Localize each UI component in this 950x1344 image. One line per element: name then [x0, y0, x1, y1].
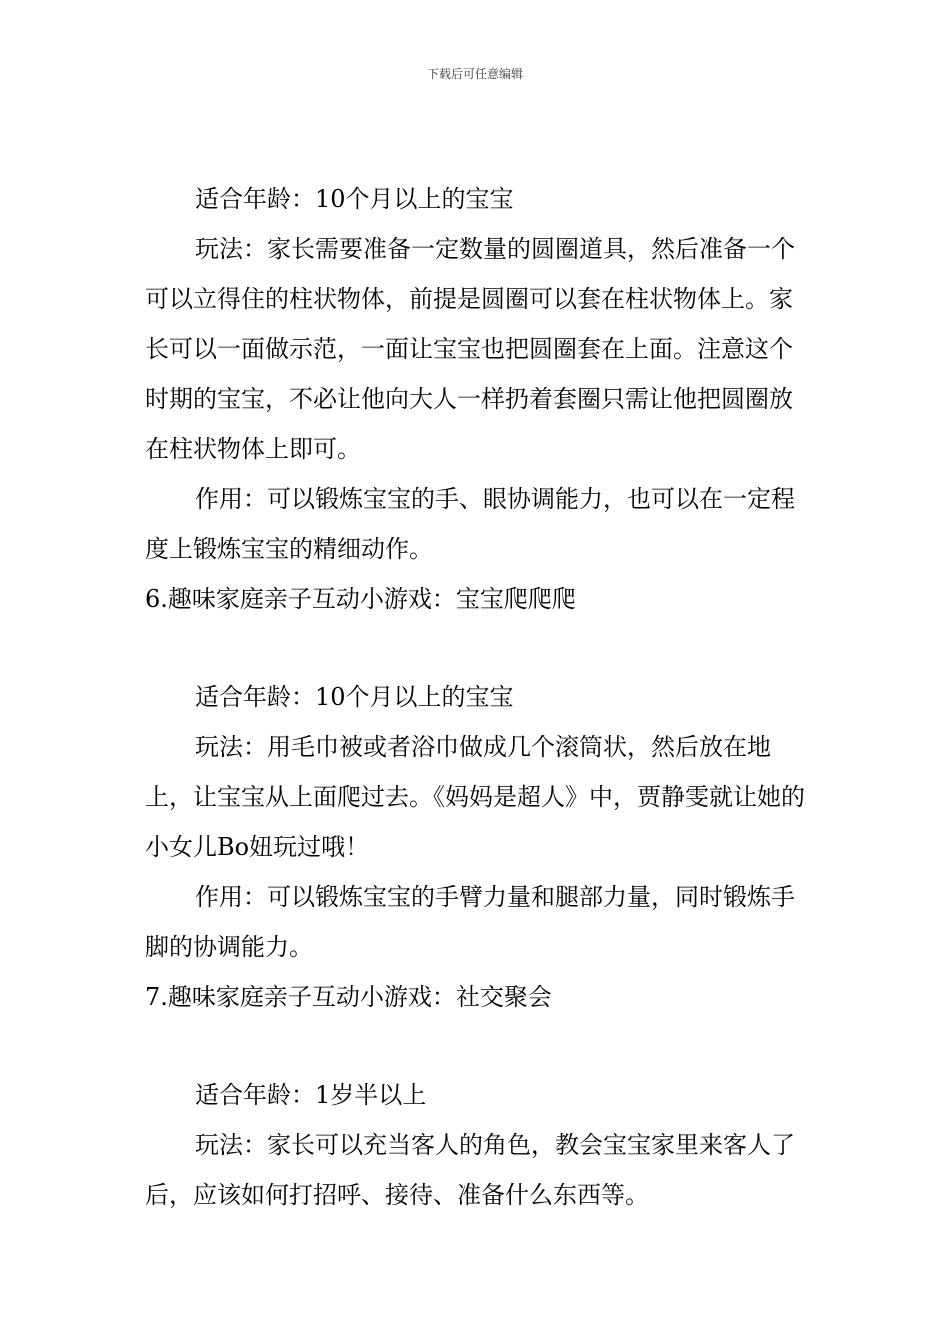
age-line: 适合年龄：10个月以上的宝宝 [195, 683, 514, 711]
play-paragraph: 玩法：家长可以充当客人的角色，教会宝宝家里来客人了后，应该如何打招呼、接待、准备什么东西等。 [145, 1131, 795, 1209]
play-paragraph: 玩法：用毛巾被或者浴巾做成几个滚筒状，然后放在地上，让宝宝从上面爬过去。《妈妈是超人》中，贾静雯就让她的小女儿Bo妞玩过哦！ [145, 733, 805, 861]
effect-paragraph: 作用：可以锻炼宝宝的手臂力量和腿部力量，同时锻炼手脚的协调能力。 [145, 883, 795, 961]
section-1 [145, 174, 807, 624]
section-2 [145, 672, 807, 1022]
effect-paragraph: 作用：可以锻炼宝宝的手、眼协调能力，也可以在一定程度上锻炼宝宝的精细动作。 [145, 485, 795, 563]
play-paragraph: 玩法：家长需要准备一定数量的圆圈道具，然后准备一个可以立得住的柱状物体，前提是圆圈可以套在柱状物体上。家长可以一面做示范，一面让宝宝也把圆圈套在上面。注意这个时期的宝宝，不必让他向大人一样扔着套圈只需让他把圆圈放在柱状物体上即可。 [145, 235, 795, 463]
age-line: 适合年龄：1岁半以上 [195, 1081, 427, 1109]
age-line: 适合年龄：10个月以上的宝宝 [195, 185, 514, 213]
header-note: 下载后可任意编辑 [426, 67, 523, 81]
section-heading: 6.趣味家庭亲子互动小游戏：宝宝爬爬爬 [145, 585, 576, 613]
section-heading: 7.趣味家庭亲子互动小游戏：社交聚会 [145, 983, 552, 1011]
section-3 [145, 1070, 807, 1220]
